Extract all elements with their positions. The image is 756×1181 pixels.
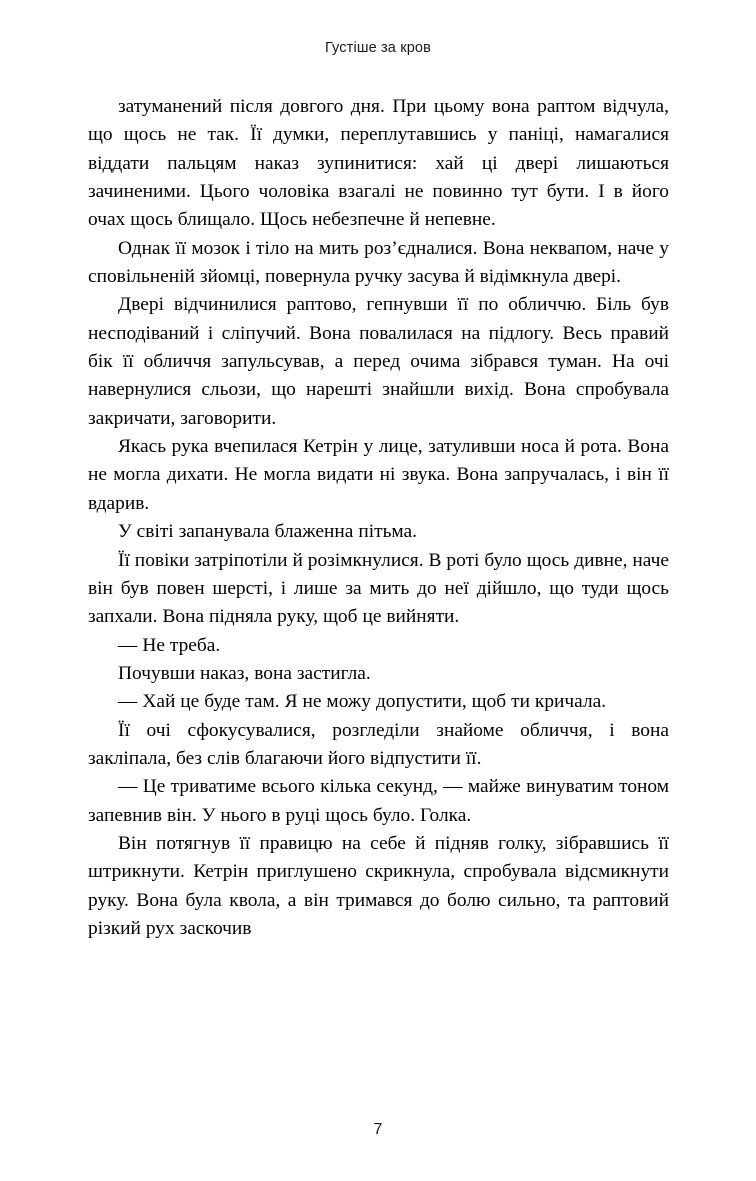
body-text-block xyxy=(88,93,669,943)
paragraph: Її очі сфокусувалися, розгледіли знайоме обличчя, і вона закліпала, без слів благаючи його відпустити її. xyxy=(88,719,669,769)
paragraph: Він потягнув її правицю на себе й підняв голку, зібравшись її штрикнути. Кетрін приглушено скрикнула, спробувала відсмикнути руку. Вона була квола, а він тримався до болю сильно, та раптовий різкий рух заскочив xyxy=(88,832,669,939)
paragraph-dialogue: — Хай це буде там. Я не можу допустити, щоб ти кричала. xyxy=(118,691,607,713)
paragraph-dialogue: — Не треба. xyxy=(118,634,221,656)
running-header-title: Густіше за кров xyxy=(325,40,431,56)
paragraph-dialogue: — Це триватиме всього кілька секунд, — майже винуватим тоном запевнив він. У нього в руці щось було. Голка. xyxy=(88,776,669,826)
paragraph: Якась рука вчепилася Кетрін у лице, затуливши носа й рота. Вона не могла дихати. Не могла видати ні звука. Вона запручалась, і він її вдарив. xyxy=(88,436,669,514)
paragraph: Почувши наказ, вона застигла. xyxy=(118,662,371,684)
paragraph: Її повіки затріпотіли й розімкнулися. В роті було щось дивне, наче він був повен шерсті, і лише за мить до неї дійшло, що туди щось запхали. Вона підняла руку, щоб це вийняти. xyxy=(88,549,669,628)
page-number: 7 xyxy=(373,1121,383,1138)
paragraph: Двері відчинилися раптово, гепнувши її по обличчю. Біль був несподіваний і сліпучий. Вона повалилася на підлогу. Весь правий бік її обличчя запульсував, а перед очима зібрався туман. На очі навернулися сльози, що нарешті знайшли вихід. Вона спробувала закричати, заговорити. xyxy=(88,294,669,429)
paragraph: Однак її мозок і тіло на мить роз’єдналися. Вона неквапом, наче у сповільненій зйомці, повернула ручку засува й відімкнула двері. xyxy=(88,237,669,288)
paragraph: затуманений після довгого дня. При цьому вона раптом відчула, що щось не так. Її думки, переплутавшись у паніці, намагалися віддати пальцям наказ зупинитися: хай ці двері лишаються зачиненими. Цього чоловіка взагалі не повинно тут бути. І в його очах щось блищало. Щось небезпечне й непевне. xyxy=(88,96,669,231)
paragraph: У світі запанувала блаженна пітьма. xyxy=(118,521,418,543)
